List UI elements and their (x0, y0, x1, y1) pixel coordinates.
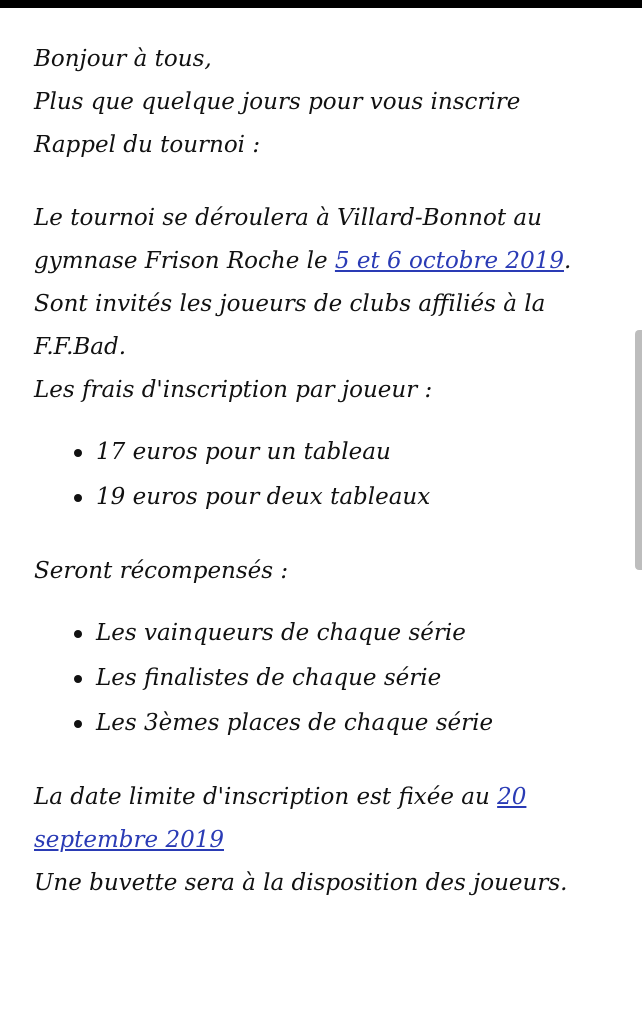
federation-text: F.F.Bad. (34, 334, 127, 360)
scrollbar-thumb[interactable] (635, 330, 642, 570)
location-text: Le tournoi se déroulera à Villard-Bonnot au (34, 205, 542, 231)
list-item (74, 475, 619, 520)
spacer (34, 520, 619, 550)
rewards-intro-text: Seront récompensés : (34, 558, 289, 584)
greeting-text: Bonjour à tous, (34, 46, 212, 72)
deadline-line-2 (34, 819, 619, 862)
list-item (74, 701, 619, 746)
invited-players-text: Sont invités les joueurs de clubs affiliés à la (34, 291, 546, 317)
venue-text: gymnase Frison Roche le (34, 248, 335, 274)
bullet-icon (74, 449, 82, 457)
fee-text: 19 euros pour deux tableaux (96, 484, 431, 510)
fees-intro-text: Les frais d'inscription par joueur : (34, 377, 433, 403)
fee-text: 17 euros pour un tableau (96, 439, 391, 465)
spacer (34, 412, 619, 430)
deadline-date-link-day[interactable]: 20 (497, 784, 527, 810)
bullet-icon (74, 720, 82, 728)
reward-text: Les finalistes de chaque série (96, 665, 442, 691)
list-item (74, 430, 619, 475)
venue-line-end: . (563, 248, 572, 274)
rewards-list (34, 611, 619, 746)
status-bar (0, 0, 642, 8)
spacer (34, 593, 619, 611)
venue-line (34, 240, 619, 283)
deadline-text: La date limite d'inscription est fixée au (34, 784, 498, 810)
event-date-link[interactable]: 5 et 6 octobre 2019 (334, 248, 564, 274)
message-body (34, 38, 619, 905)
refreshment-text: Une buvette sera à la disposition des joueurs. (34, 870, 568, 896)
bullet-icon (74, 630, 82, 638)
deadline-date-link-month[interactable]: septembre 2019 (34, 827, 224, 853)
reward-text: Les vainqueurs de chaque série (96, 620, 466, 646)
reminder-text: Plus que quelque jours pour vous inscrire (34, 89, 521, 115)
list-item (74, 656, 619, 701)
reward-text: Les 3èmes places de chaque série (96, 710, 494, 736)
tournament-reminder-heading: Rappel du tournoi : (34, 132, 261, 158)
bullet-icon (74, 494, 82, 502)
fees-list (34, 430, 619, 520)
list-item (74, 611, 619, 656)
spacer (34, 746, 619, 776)
deadline-line (34, 776, 619, 819)
spacer (34, 167, 619, 197)
bullet-icon (74, 675, 82, 683)
